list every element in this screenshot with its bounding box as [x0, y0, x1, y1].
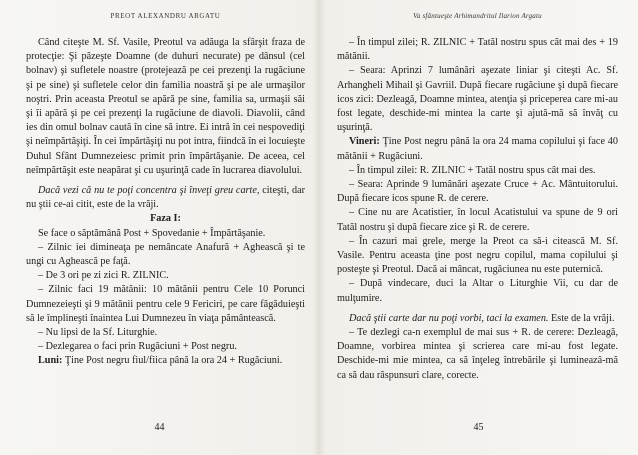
- italic-text: Dacă vezi că nu te poţi concentra şi înveţi greu carte,: [38, 185, 260, 197]
- paragraph: Când citeşte M. Sf. Vasile, Preotul va adăuga la sfârşit fraza de protecţie: Şi păzeşte Doamne (de duhuri necurate) pe dânsul (cel bolnav) şi sufletele noastre (protejează pe cei prezenţi la rugăciune şi pe sine) şi sufletele celor din familia noastră şi pe ale urmaşilor noştri. Prin aceasta Preotul se apără pe sine, familia sa, urmaşii săi şi îi apără şi pe cei prezenţi la rugăciune de diavoli. Diavolii, când ies din omul bolnav caută în cine să intre. Ei intră în cei nespovediţi şi neîmpărtăşiţi. În cei împărtăşiţi nu pot intra, fiindcă în ei locuieşte Duhul Sfânt Dumnezeiesc primit prin împărtăşanie. De aceea, cel neîmpărtăşit este neapărat şi cu uşurinţă cade în lucrarea diavolului.: [26, 37, 305, 176]
- paragraph: – În cazuri mai grele, merge la Preot ca să-i citească M. Sf. Vasile. Pentru aceasta ţine post negru copilul, mama copilului şi posteşte şi Preotul. Dacă ai mâncat, rugăciunea nu este puternică.: [337, 235, 618, 276]
- paragraph: – Te dezlegi ca-n exemplul de mai sus + R. de cerere: Dezleagă, Doamne, vorbirea mintea şi scrierea care mi-au fost legate. Deschide-mi mie mintea, ca să înţeleg întrebările şi lumineazâ-mă ca să dau răspunsuri clare, corecte.: [337, 327, 618, 381]
- text: citeşti, dar nu ştii ce-ai citit, este de la vrăji.: [26, 185, 306, 211]
- running-header-left: PREOT ALEXANDRU ARGATU: [110, 12, 221, 20]
- text: Este de la vrăji.: [548, 312, 615, 324]
- paragraph: – Zilnic iei dimineaţa pe nemâncate Anafură + Aghească şi te ungi cu Aghească pe faţă.: [26, 241, 305, 268]
- paragraph: – După vindecare, duci la Altar o Liturghie Vii, cu dar de mulţumire.: [337, 278, 618, 304]
- running-header-right: Va sfântueşte Arhimandritul Ilarion Argatu: [413, 12, 542, 20]
- paragraph: – De 3 ori pe zi zici R. ZILNIC.: [38, 270, 169, 282]
- italic-text: Dacă ştii carte dar nu poţi vorbi, taci la examen.: [349, 312, 549, 324]
- paragraph: [337, 312, 618, 326]
- paragraph: – În timpul zilei: R. ZILNIC + Tatăl nostru spus cât mai des.: [349, 164, 596, 176]
- paragraph: [26, 184, 305, 212]
- paragraph: – Seara: Aprinde 9 lumânări aşezate Cruce + Ac. Mântuitorului. După fiecare icos spune R. de cerere.: [337, 179, 618, 205]
- page-number-left: 44: [154, 422, 165, 433]
- section-heading: Faza I:: [150, 213, 181, 225]
- day-label: Luni:: [38, 355, 63, 367]
- paragraph: – Cine nu are Acatistier, în locul Acatistului va spune de 9 ori Tatăl nostru şi după fiecare zice şi R. de cerere.: [337, 207, 618, 233]
- text: Ţine Post negru fiul/fiica până la ora 24 + Rugăciuni.: [62, 355, 283, 367]
- left-page-text: [26, 36, 305, 369]
- paragraph: [26, 354, 305, 368]
- paragraph: – Seara: Aprinzi 7 lumânări aşezate liniar şi citeşti Ac. Sf. Arhangheli Mihail şi Gavriil. După fiecare rugăciune şi după fiecare icos zici: Dezleagă, Doamne mintea, atenţia şi priceperea care mi-au fost legate, deschide-mi mintea la carte şi ajută-mă să învăţ cu uşurinţă.: [337, 65, 618, 134]
- paragraph: – Dezlegarea o faci prin Rugăciuni + Post negru.: [38, 341, 237, 353]
- paragraph: [337, 135, 618, 163]
- paragraph: – În timpul zilei; R. ZILNIC + Tatăl nostru spus cât mai des + 19 mătănii.: [337, 37, 618, 63]
- right-page: [319, 0, 638, 455]
- paragraph: Se face o săptămână Post + Spovedanie + Împărtăşanie.: [38, 227, 266, 239]
- day-label: Vineri:: [349, 136, 380, 148]
- right-page-text: [337, 36, 618, 383]
- paragraph: – Nu lipsi de la Sf. Liturghie.: [38, 327, 158, 339]
- text: Ţine Post negru până la ora 24 mama copilului şi face 40 mătănii + Rugăciuni.: [337, 136, 618, 162]
- paragraph: – Zilnic faci 19 mătănii: 10 mătănii pentru Cele 10 Porunci Dumnezeieşti şi 9 mătănii pentru cele 9 Fericiri, pe care făgăduieşti să le împlineşti înaintea Lui Dumnezeu în viaţa pământească.: [26, 284, 305, 324]
- page-number-right: 45: [473, 422, 484, 433]
